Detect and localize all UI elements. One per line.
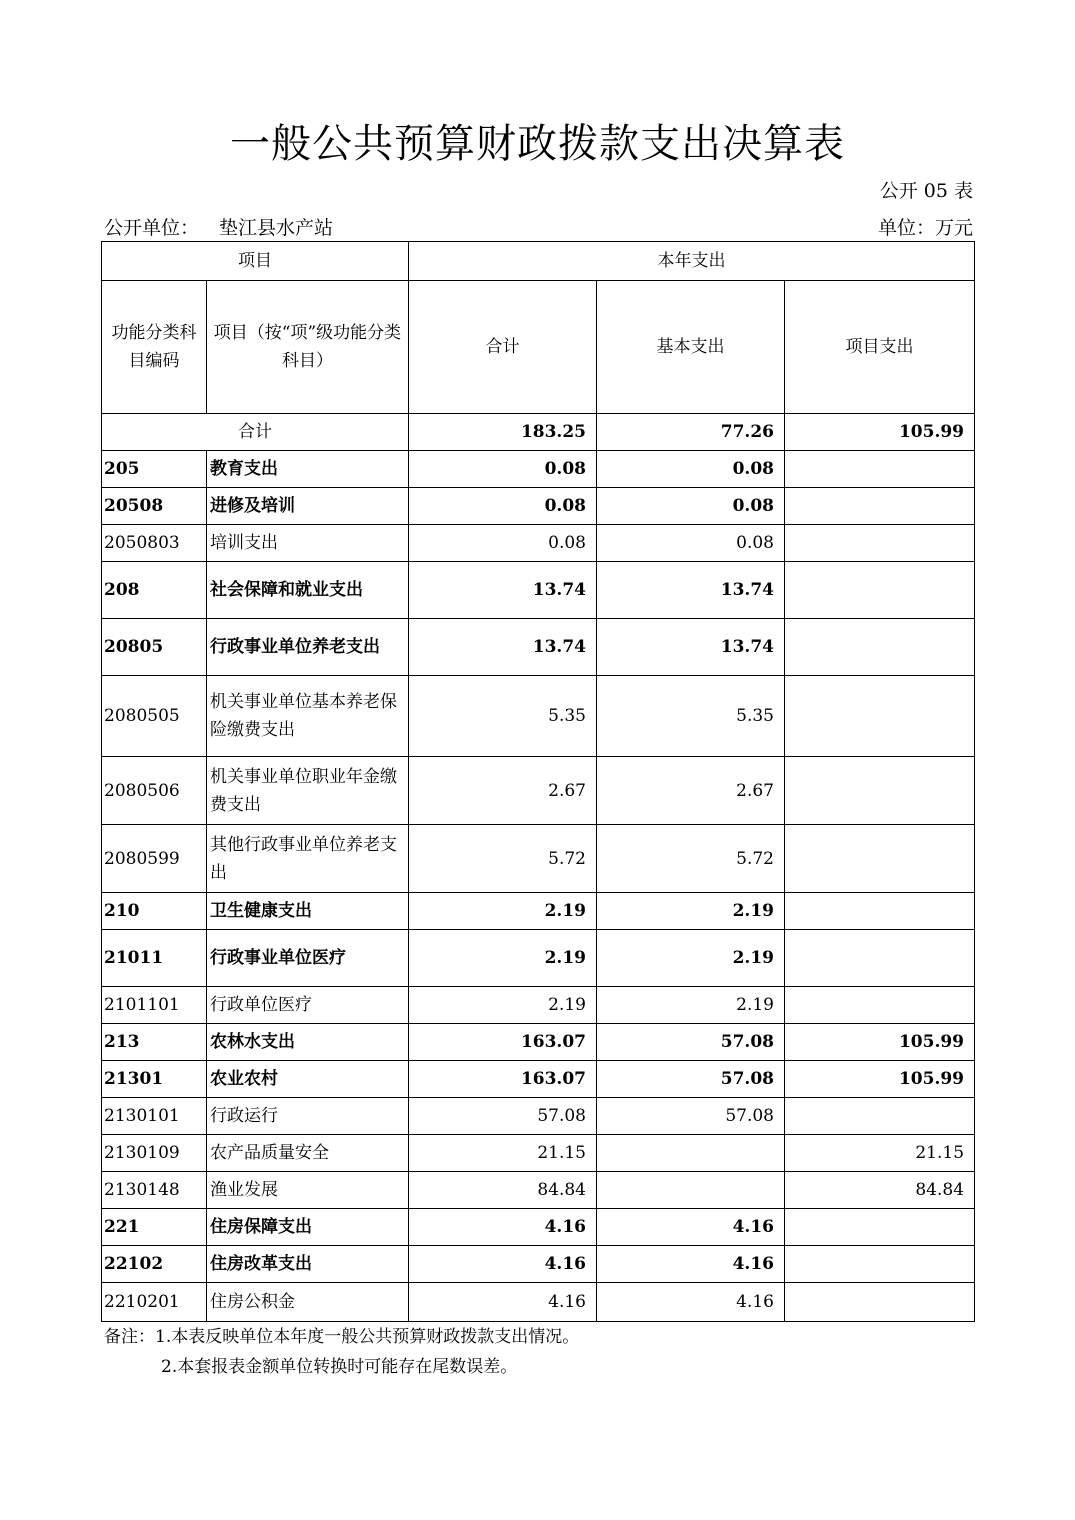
row-basic: 5.72 bbox=[597, 825, 785, 893]
row-name: 其他行政事业单位养老支出 bbox=[207, 825, 409, 893]
row-total: 13.74 bbox=[409, 562, 597, 619]
row-code: 2130109 bbox=[102, 1135, 207, 1172]
row-name: 农林水支出 bbox=[207, 1024, 409, 1061]
total-row bbox=[102, 414, 975, 451]
header-total: 合计 bbox=[409, 281, 597, 414]
row-project bbox=[785, 451, 975, 488]
table-row bbox=[102, 1283, 975, 1322]
row-basic bbox=[597, 1172, 785, 1209]
row-basic: 57.08 bbox=[597, 1098, 785, 1135]
total-label: 合计 bbox=[102, 414, 409, 451]
total-project: 105.99 bbox=[785, 414, 975, 451]
table-row bbox=[102, 1209, 975, 1246]
row-name: 机关事业单位职业年金缴费支出 bbox=[207, 757, 409, 825]
row-project: 105.99 bbox=[785, 1024, 975, 1061]
row-name: 行政事业单位养老支出 bbox=[207, 619, 409, 676]
table-row bbox=[102, 1098, 975, 1135]
table-row bbox=[102, 1061, 975, 1098]
table-row bbox=[102, 619, 975, 676]
row-total: 4.16 bbox=[409, 1209, 597, 1246]
form-number: 公开 05 表 bbox=[879, 180, 973, 202]
row-code: 2101101 bbox=[102, 987, 207, 1024]
row-total: 21.15 bbox=[409, 1135, 597, 1172]
row-name: 住房公积金 bbox=[207, 1283, 409, 1322]
row-project bbox=[785, 825, 975, 893]
currency-unit: 单位：万元 bbox=[877, 217, 973, 239]
row-total: 2.19 bbox=[409, 987, 597, 1024]
row-code: 2080505 bbox=[102, 676, 207, 757]
row-basic: 0.08 bbox=[597, 525, 785, 562]
table-row bbox=[102, 987, 975, 1024]
header-func-code: 功能分类科目编码 bbox=[102, 281, 207, 414]
header-basic: 基本支出 bbox=[597, 281, 785, 414]
row-code: 2130148 bbox=[102, 1172, 207, 1209]
row-total: 57.08 bbox=[409, 1098, 597, 1135]
row-total: 84.84 bbox=[409, 1172, 597, 1209]
reporting-unit-label: 公开单位： bbox=[104, 217, 200, 239]
row-total: 2.19 bbox=[409, 893, 597, 930]
table-row bbox=[102, 1024, 975, 1061]
row-basic: 5.35 bbox=[597, 676, 785, 757]
row-code: 2080599 bbox=[102, 825, 207, 893]
total-basic: 77.26 bbox=[597, 414, 785, 451]
row-basic: 2.19 bbox=[597, 893, 785, 930]
row-basic: 4.16 bbox=[597, 1283, 785, 1322]
row-name: 住房保障支出 bbox=[207, 1209, 409, 1246]
reporting-unit-name: 垫江县水产站 bbox=[219, 217, 334, 239]
row-name: 农产品质量安全 bbox=[207, 1135, 409, 1172]
header-current-year: 本年支出 bbox=[409, 242, 975, 281]
row-total: 2.19 bbox=[409, 930, 597, 987]
row-project bbox=[785, 987, 975, 1024]
row-code: 22102 bbox=[102, 1246, 207, 1283]
table-row bbox=[102, 562, 975, 619]
row-project: 105.99 bbox=[785, 1061, 975, 1098]
row-code: 2130101 bbox=[102, 1098, 207, 1135]
row-project bbox=[785, 1209, 975, 1246]
row-basic: 57.08 bbox=[597, 1061, 785, 1098]
row-total: 163.07 bbox=[409, 1024, 597, 1061]
row-name: 行政运行 bbox=[207, 1098, 409, 1135]
table-row bbox=[102, 1172, 975, 1209]
row-basic: 13.74 bbox=[597, 619, 785, 676]
header-project-exp: 项目支出 bbox=[785, 281, 975, 414]
row-name: 教育支出 bbox=[207, 451, 409, 488]
row-basic: 2.19 bbox=[597, 987, 785, 1024]
row-code: 213 bbox=[102, 1024, 207, 1061]
row-basic: 57.08 bbox=[597, 1024, 785, 1061]
row-total: 0.08 bbox=[409, 451, 597, 488]
row-total: 5.72 bbox=[409, 825, 597, 893]
row-name: 行政事业单位医疗 bbox=[207, 930, 409, 987]
row-code: 2210201 bbox=[102, 1283, 207, 1322]
row-project bbox=[785, 1098, 975, 1135]
row-basic: 2.67 bbox=[597, 757, 785, 825]
note-1: 备注：1.本表反映单位本年度一般公共预算财政拨款支出情况。 bbox=[104, 1327, 580, 1347]
table-row bbox=[102, 825, 975, 893]
row-total: 2.67 bbox=[409, 757, 597, 825]
row-project bbox=[785, 1283, 975, 1322]
row-basic bbox=[597, 1135, 785, 1172]
row-name: 进修及培训 bbox=[207, 488, 409, 525]
table-row bbox=[102, 1135, 975, 1172]
row-name: 卫生健康支出 bbox=[207, 893, 409, 930]
table-row bbox=[102, 757, 975, 825]
row-code: 210 bbox=[102, 893, 207, 930]
table-row bbox=[102, 893, 975, 930]
row-total: 4.16 bbox=[409, 1246, 597, 1283]
row-total: 0.08 bbox=[409, 525, 597, 562]
row-name: 行政单位医疗 bbox=[207, 987, 409, 1024]
row-project bbox=[785, 488, 975, 525]
row-total: 0.08 bbox=[409, 488, 597, 525]
header-row-1 bbox=[102, 242, 975, 281]
page-title: 一般公共预算财政拨款支出决算表 bbox=[230, 121, 845, 167]
total-sum: 183.25 bbox=[409, 414, 597, 451]
header-row-2 bbox=[102, 281, 975, 414]
row-code: 20805 bbox=[102, 619, 207, 676]
row-name: 渔业发展 bbox=[207, 1172, 409, 1209]
row-total: 163.07 bbox=[409, 1061, 597, 1098]
row-project: 84.84 bbox=[785, 1172, 975, 1209]
row-code: 221 bbox=[102, 1209, 207, 1246]
row-basic: 4.16 bbox=[597, 1209, 785, 1246]
row-name: 机关事业单位基本养老保险缴费支出 bbox=[207, 676, 409, 757]
row-name: 社会保障和就业支出 bbox=[207, 562, 409, 619]
row-project bbox=[785, 757, 975, 825]
row-total: 13.74 bbox=[409, 619, 597, 676]
notes bbox=[104, 1322, 579, 1382]
row-total: 5.35 bbox=[409, 676, 597, 757]
row-project bbox=[785, 1246, 975, 1283]
table-row bbox=[102, 1246, 975, 1283]
row-basic: 2.19 bbox=[597, 930, 785, 987]
row-project bbox=[785, 619, 975, 676]
table-row bbox=[102, 488, 975, 525]
table-row bbox=[102, 676, 975, 757]
table-row bbox=[102, 525, 975, 562]
row-total: 4.16 bbox=[409, 1283, 597, 1322]
row-basic: 0.08 bbox=[597, 488, 785, 525]
reporting-unit bbox=[104, 213, 333, 240]
header-item-name: 项目（按“项”级功能分类科目） bbox=[207, 281, 409, 414]
table-row bbox=[102, 451, 975, 488]
row-code: 2050803 bbox=[102, 525, 207, 562]
row-code: 21301 bbox=[102, 1061, 207, 1098]
table-row bbox=[102, 930, 975, 987]
row-project bbox=[785, 893, 975, 930]
expenditure-table bbox=[101, 241, 975, 1322]
header-project: 项目 bbox=[102, 242, 409, 281]
row-basic: 4.16 bbox=[597, 1246, 785, 1283]
row-project bbox=[785, 562, 975, 619]
row-code: 20508 bbox=[102, 488, 207, 525]
row-name: 农业农村 bbox=[207, 1061, 409, 1098]
row-basic: 0.08 bbox=[597, 451, 785, 488]
row-code: 21011 bbox=[102, 930, 207, 987]
row-name: 培训支出 bbox=[207, 525, 409, 562]
row-project bbox=[785, 525, 975, 562]
row-code: 205 bbox=[102, 451, 207, 488]
row-project bbox=[785, 930, 975, 987]
row-code: 208 bbox=[102, 562, 207, 619]
row-name: 住房改革支出 bbox=[207, 1246, 409, 1283]
row-project: 21.15 bbox=[785, 1135, 975, 1172]
note-2: 2.本套报表金额单位转换时可能存在尾数误差。 bbox=[161, 1357, 518, 1377]
row-basic: 13.74 bbox=[597, 562, 785, 619]
row-project bbox=[785, 676, 975, 757]
row-code: 2080506 bbox=[102, 757, 207, 825]
